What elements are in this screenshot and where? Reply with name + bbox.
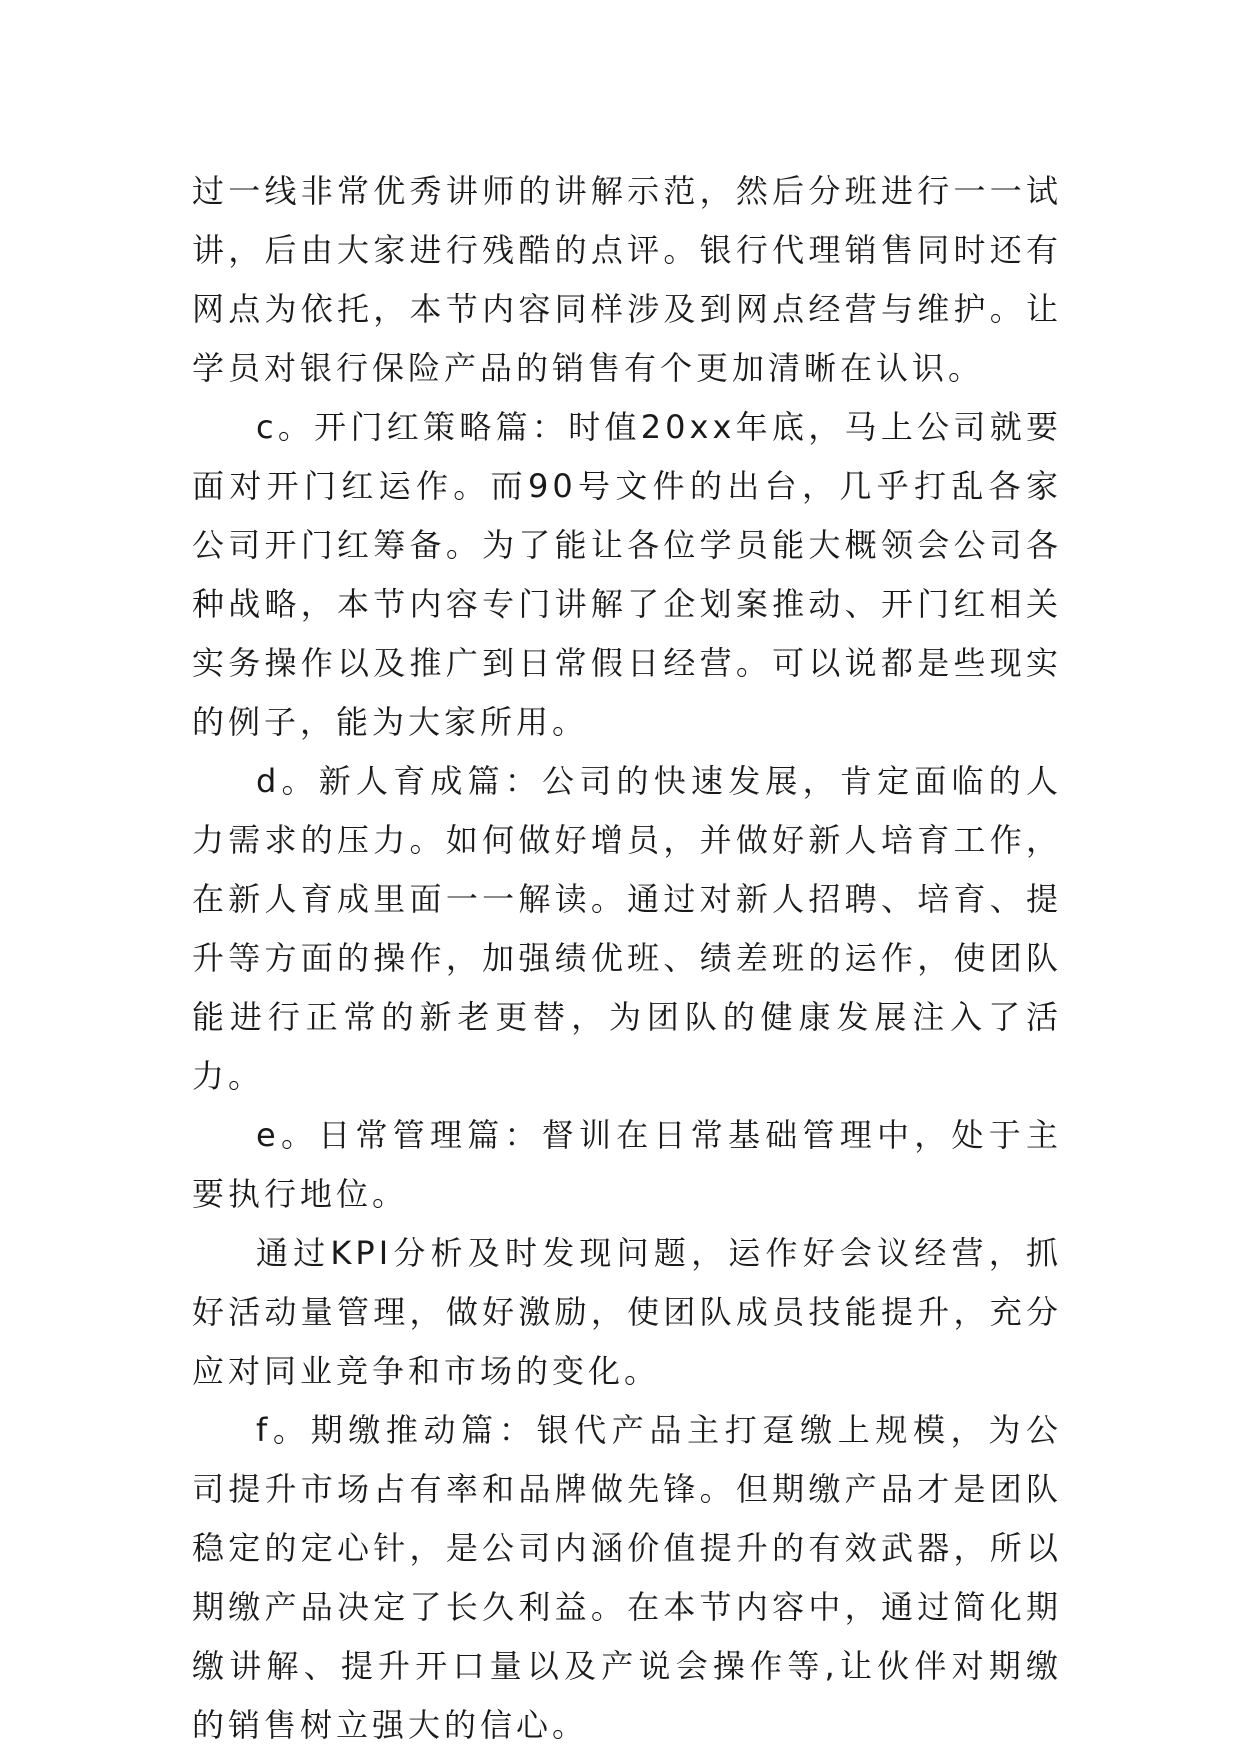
- document-body: [192, 162, 1062, 1755]
- paragraph-continuation: 过一线非常优秀讲师的讲解示范，然后分班进行一一试讲，后由大家进行残酷的点评。银行代理销售同时还有网点为依托，本节内容同样涉及到网点经营与维护。让学员对银行保险产品的销售有个更加清晰在认识。: [192, 172, 1062, 387]
- paragraph-d-new-staff-training: d。新人育成篇：公司的快速发展，肯定面临的人力需求的压力。如何做好增员，并做好新人培育工作，在新人育成里面一一解读。通过对新人招聘、培育、提升等方面的操作，加强绩优班、绩差班的运作，使团队能进行正常的新老更替，为团队的健康发展注入了活力。: [192, 762, 1062, 1095]
- paragraph-c-kaimenhong-strategy: c。开门红策略篇：时值20xx年底，马上公司就要面对开门红运作。而90号文件的出台，几乎打乱各家公司开门红筹备。为了能让各位学员能大概领会公司各种战略，本节内容专门讲解了企划案推动、开门红相关实务操作以及推广到日常假日经营。可以说都是些现实的例子，能为大家所用。: [192, 408, 1062, 741]
- paragraph-f-regular-payment: f。期缴推动篇：银代产品主打趸缴上规模，为公司提升市场占有率和品牌做先锋。但期缴产品才是团队稳定的定心针，是公司内涵价值提升的有效武器，所以期缴产品决定了长久利益。在本节内容中，通过简化期缴讲解、提升开口量以及产说会操作等,让伙伴对期缴的销售树立强大的信心。: [192, 1411, 1062, 1744]
- paragraph-e-daily-management: e。日常管理篇：督训在日常基础管理中，处于主要执行地位。: [192, 1116, 1062, 1213]
- paragraph-kpi-analysis: 通过KPI分析及时发现问题，运作好会议经营，抓好活动量管理，做好激励，使团队成员技能提升，充分应对同业竞争和市场的变化。: [192, 1234, 1062, 1390]
